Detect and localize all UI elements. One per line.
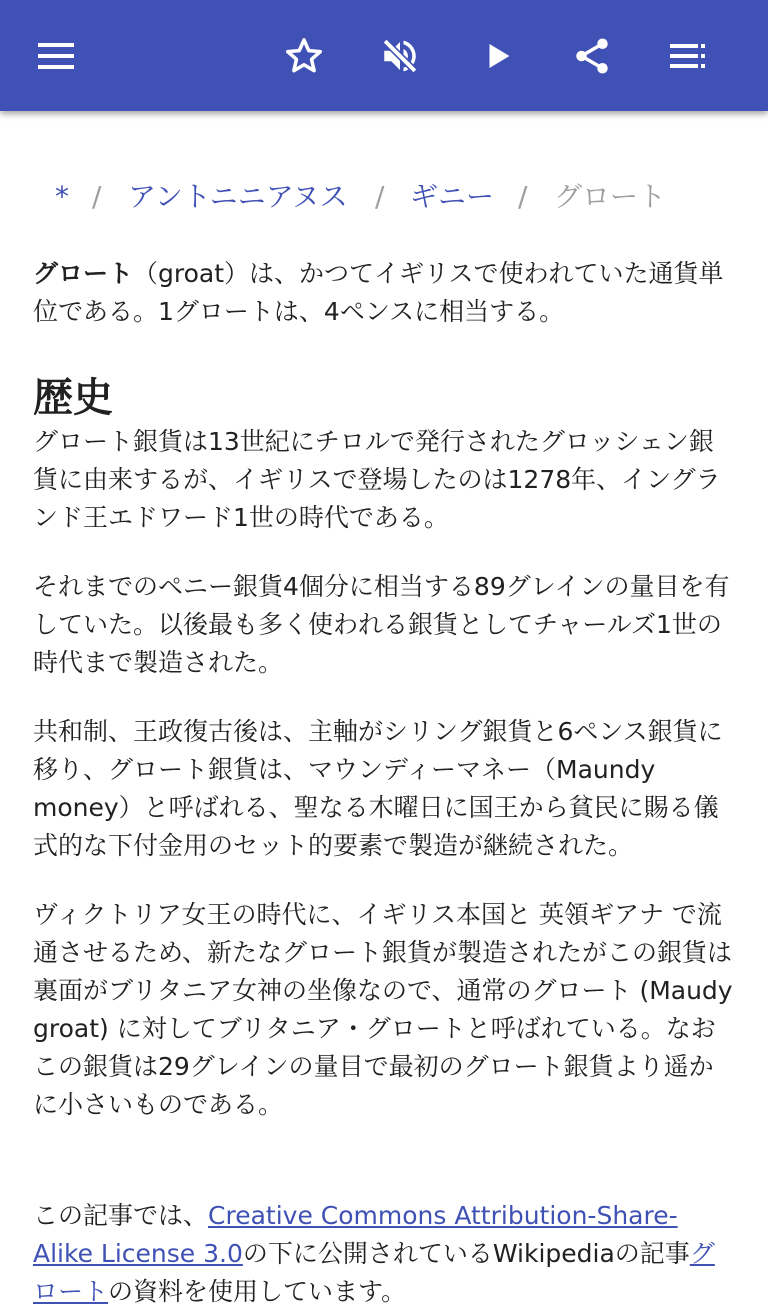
play-icon[interactable] <box>470 28 526 84</box>
article-term: グロート <box>33 259 134 288</box>
volume-off-icon[interactable] <box>372 28 428 84</box>
breadcrumb-item-home[interactable]: * <box>55 180 69 213</box>
intro-paragraph <box>33 255 737 331</box>
breadcrumb-current: グロート <box>554 180 667 213</box>
license-prefix: この記事では、 <box>33 1201 209 1230</box>
license-suffix: の資料を使用しています。 <box>108 1277 407 1306</box>
article-content <box>0 111 768 1306</box>
license-notice <box>33 1197 737 1311</box>
license-middle: の下に公開されているWikipediaの記事 <box>242 1239 690 1268</box>
breadcrumb-item-guinea[interactable]: ギニー <box>410 180 495 213</box>
breadcrumb-separator: / <box>375 180 385 213</box>
breadcrumb-separator: / <box>518 180 528 213</box>
table-of-contents-icon[interactable] <box>660 28 716 84</box>
paragraph: ヴィクトリア女王の時代に、イギリス本国と 英領ギアナ で流通させるため、新たなグロート銀貨が製造されたがこの銀貨は裏面がブリタニア女神の坐像なので、通常のグロート (Maudy groat) に対してブリタニア・グロートと呼ばれている。なおこの銀貨は29グレインの量目で最初のグロート銀貨より遥かに小さいものである。 <box>33 900 733 1119</box>
breadcrumb-separator: / <box>92 180 102 213</box>
star-outline-icon[interactable] <box>276 28 332 84</box>
share-icon[interactable] <box>564 28 620 84</box>
article-body <box>33 255 737 1124</box>
section-title: 歴史 <box>33 375 113 421</box>
breadcrumb <box>0 177 768 217</box>
source-article-link[interactable]: グロート <box>33 1239 715 1306</box>
section-history <box>33 423 737 1124</box>
intro-text: （groat）は、かつてイギリスで使われていた通貨単位である。1グロートは、4ペンスに相当する。 <box>33 259 724 326</box>
paragraph: 共和制、王政復古後は、主軸がシリング銀貨と6ペンス銀貨に移り、グロート銀貨は、マウンディーマネー（Maundy money）と呼ばれる、聖なる木曜日に国王から貧民に賜る儀式的な下付金用のセット的要素で製造が継続された。 <box>33 717 723 860</box>
app-toolbar <box>0 0 768 111</box>
paragraph: それまでのペニー銀貨4個分に相当する89グレインの量目を有していた。以後最も多く使われる銀貨としてチャールズ1世の時代まで製造された。 <box>33 572 730 677</box>
paragraph: グロート銀貨は13世紀にチロルで発行されたグロッシェン銀貨に由来するが、イギリスで登場したのは1278年、イングランド王エドワード1世の時代である。 <box>33 427 721 532</box>
license-link[interactable]: Creative Commons Attribution-Share-Alike License 3.0 <box>33 1201 678 1268</box>
breadcrumb-item-antoninianus[interactable]: アントニニアヌス <box>128 180 348 213</box>
hamburger-menu-icon[interactable] <box>28 28 84 84</box>
